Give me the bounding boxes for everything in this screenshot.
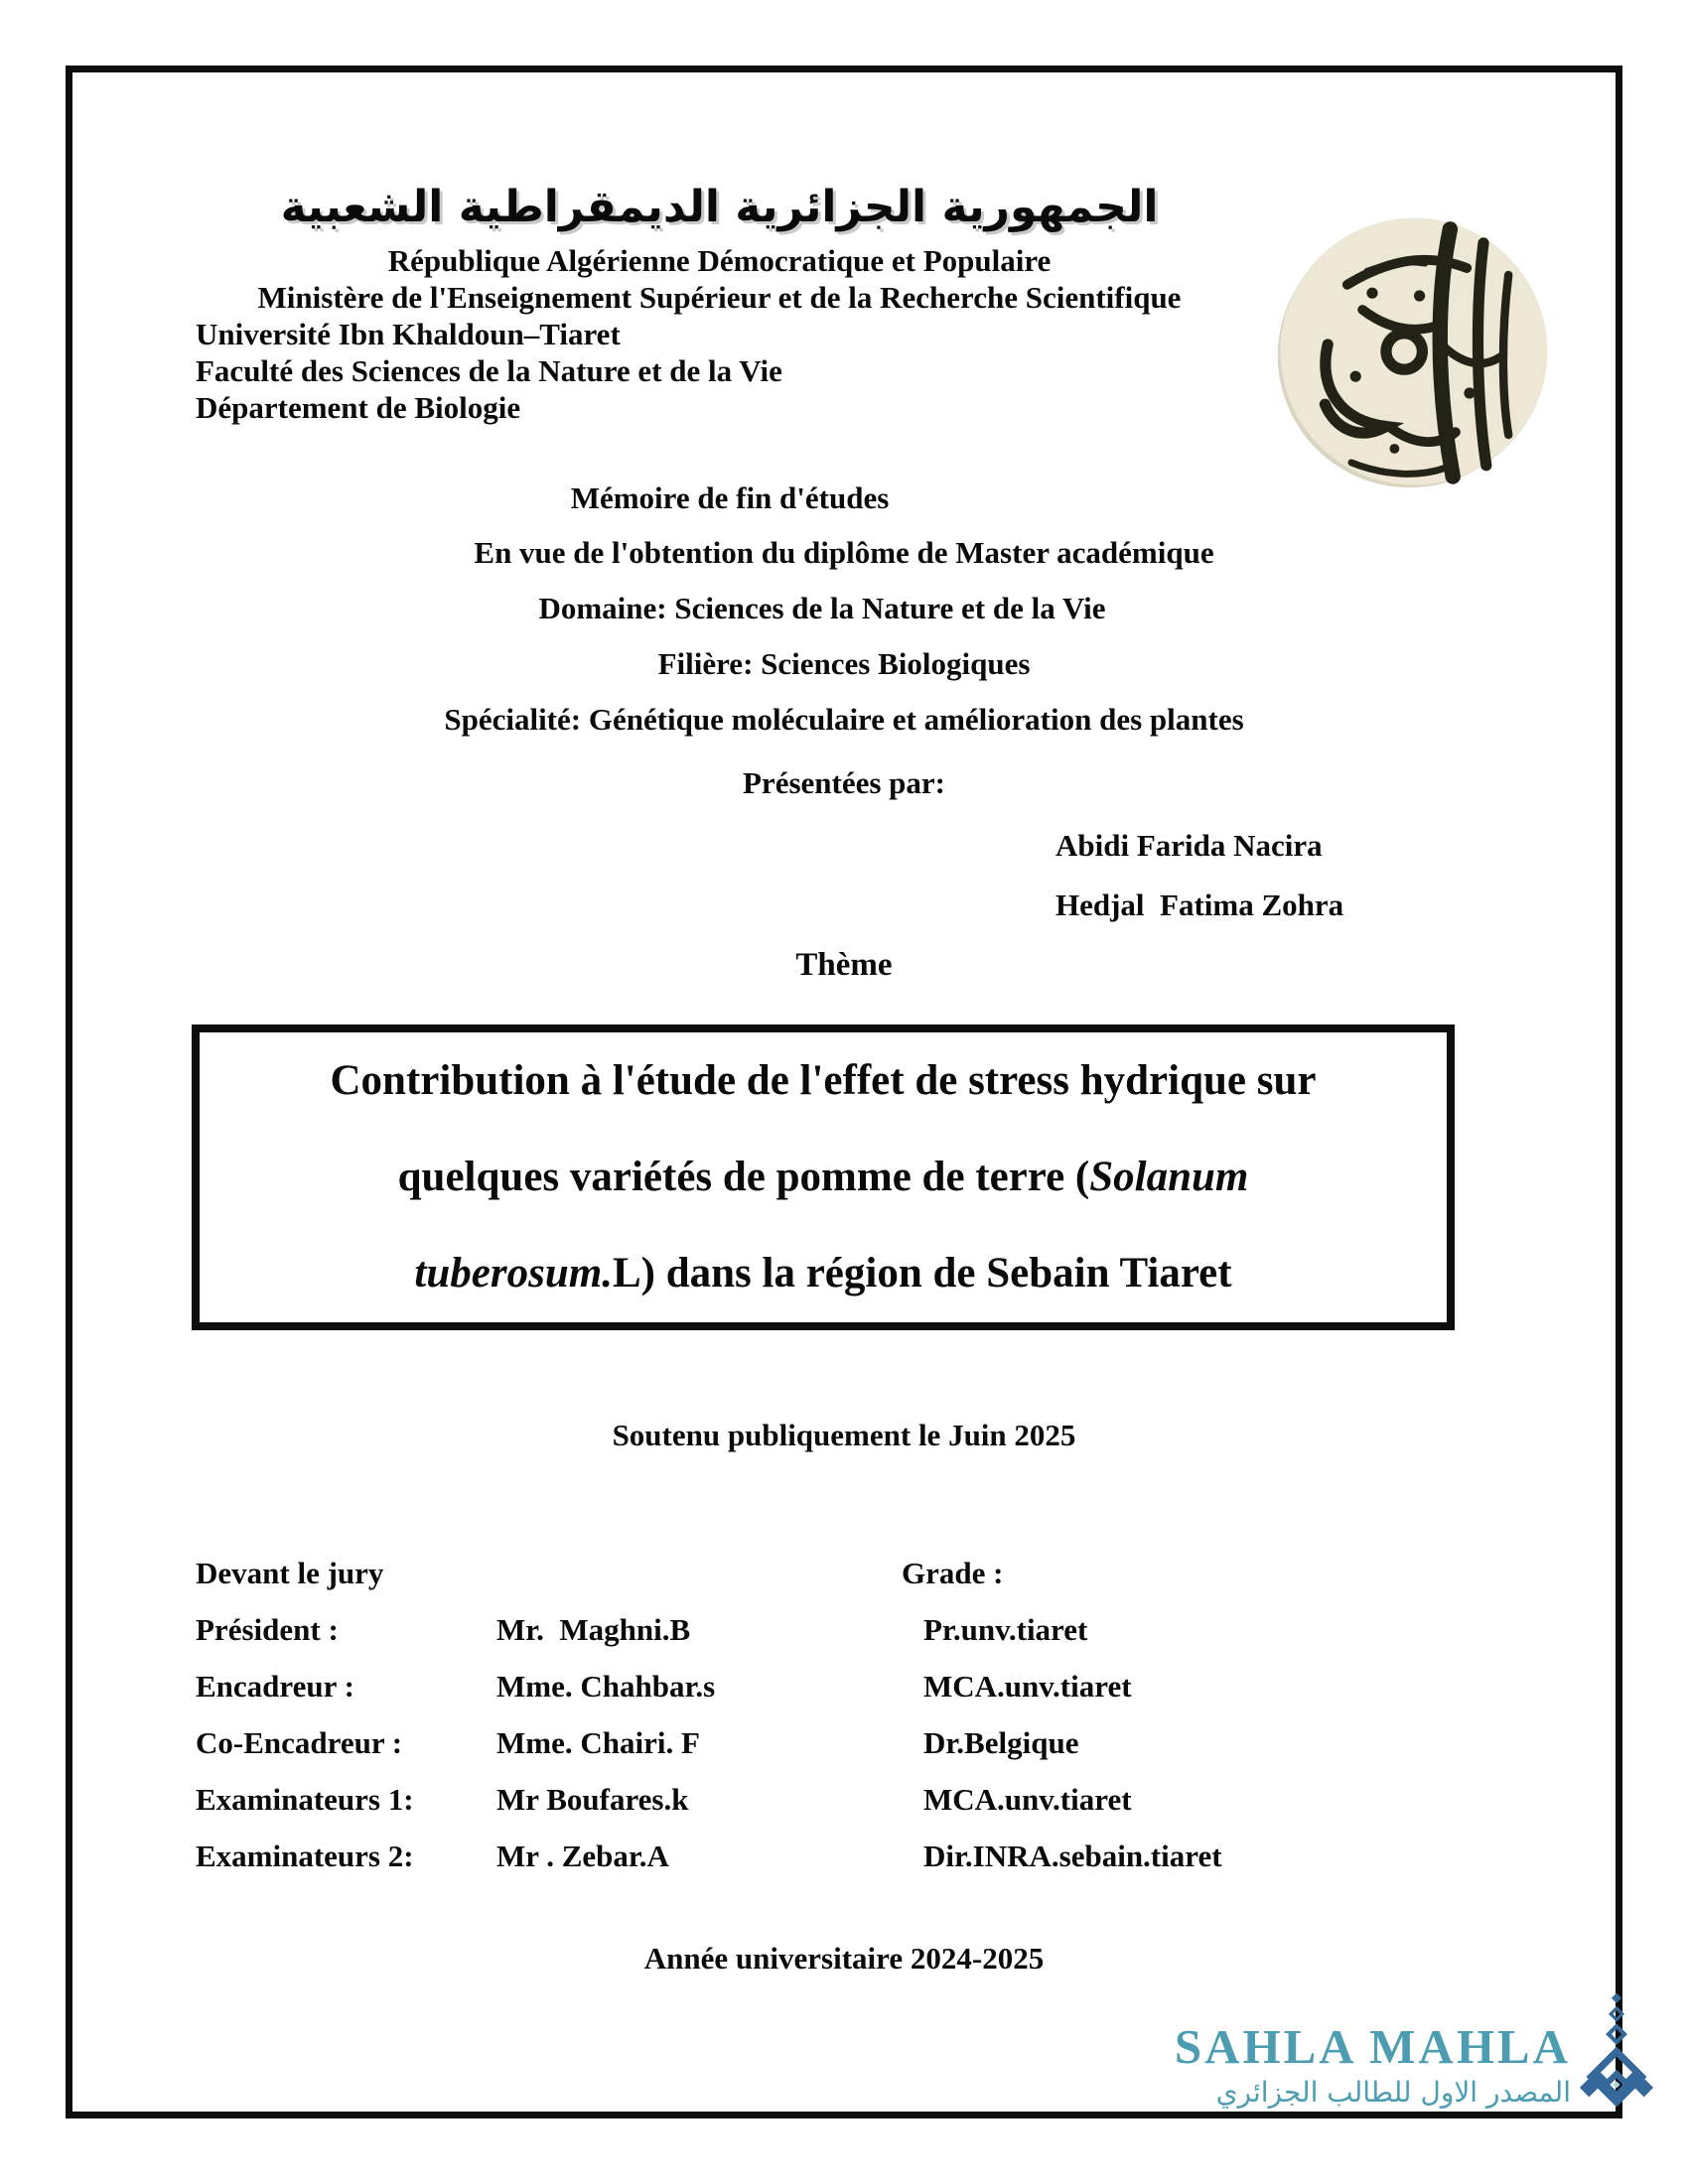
jury-row-examinateur-1 <box>196 1781 1486 1818</box>
jury-grade: Dr.Belgique <box>923 1725 1079 1760</box>
institution-header <box>196 177 1243 426</box>
jury-row-co-encadreur <box>196 1724 1486 1761</box>
jury-header-grade: Grade : <box>902 1556 1004 1590</box>
filiere-line: Filière: Sciences Biologiques <box>657 646 1031 681</box>
sahla-mahla-tagline-arabic: المصدر الاول للطالب الجزائري <box>1215 2076 1571 2109</box>
jury-row-examinateur-2 <box>196 1838 1486 1874</box>
thesis-title-line2: quelques variétés de pomme de terre (Solanum <box>397 1154 1249 1200</box>
domaine-line: Domaine: Sciences de la Nature et de la Vie <box>538 591 1106 625</box>
ministry-line: Ministère de l'Enseignement Supérieur et de la Recherche Scientifique <box>257 280 1182 315</box>
memoire-line: Mémoire de fin d'études <box>570 480 890 515</box>
department-line: Département de Biologie <box>196 390 521 425</box>
academic-year-line: Année universitaire 2024-2025 <box>643 1941 1045 1976</box>
jury-row-president <box>196 1611 1486 1648</box>
jury-member-name: Mr . Zebar.A <box>496 1839 669 1873</box>
republic-line: République Algérienne Démocratique et Populaire <box>387 243 1052 278</box>
jury-row-encadreur <box>196 1668 1486 1705</box>
jury-member-name: Mr Boufares.k <box>496 1782 689 1817</box>
jury-role: Encadreur : <box>196 1669 354 1704</box>
jury-grade: Dir.INRA.sebain.tiaret <box>923 1839 1222 1873</box>
jury-member-name: Mme. Chahbar.s <box>496 1669 716 1704</box>
jury-role: Président : <box>196 1612 339 1647</box>
thesis-title-line1: Contribution à l'étude de l'effet de stress hydrique sur <box>330 1057 1317 1104</box>
jury-grade: Pr.unv.tiaret <box>923 1612 1088 1647</box>
sahla-mahla-kufi-icon <box>1577 1991 1656 2115</box>
author-name-1: Abidi Farida Nacira <box>1055 828 1323 863</box>
jury-member-name: Mr. Maghni.B <box>496 1612 691 1647</box>
jury-grade: MCA.unv.tiaret <box>923 1782 1132 1817</box>
specialite-line: Spécialité: Génétique moléculaire et amélioration des plantes <box>444 702 1244 737</box>
arabic-republic-title: الجمهورية الجزائرية الديمقراطية الشعبية <box>280 182 1159 232</box>
university-seal-icon <box>1274 212 1554 490</box>
presented-by-label: Présentées par: <box>743 765 945 800</box>
jury-role: Co-Encadreur : <box>196 1725 403 1760</box>
theme-label: Thème <box>795 947 893 983</box>
thesis-title-line3: tuberosum.L) dans la région de Sebain Tiaret <box>414 1250 1232 1297</box>
sahla-mahla-brand-text: SAHLA MAHLA <box>1174 2019 1571 2074</box>
faculty-line: Faculté des Sciences de la Nature et de la Vie <box>196 353 782 388</box>
jury-header-left: Devant le jury <box>196 1556 384 1590</box>
jury-grade: MCA.unv.tiaret <box>923 1669 1132 1704</box>
objective-line: En vue de l'obtention du diplôme de Master académique <box>474 535 1214 570</box>
defense-date-line: Soutenu publiquement le Juin 2025 <box>612 1418 1076 1452</box>
jury-member-name: Mme. Chairi. F <box>496 1725 700 1760</box>
thesis-title-box <box>192 1024 1455 1330</box>
jury-header-row <box>196 1555 1486 1591</box>
jury-role: Examinateurs 1: <box>196 1782 414 1817</box>
university-line: Université Ibn Khaldoun–Tiaret <box>196 317 621 351</box>
jury-role: Examinateurs 2: <box>196 1839 414 1873</box>
author-name-2: Hedjal Fatima Zohra <box>1055 887 1344 922</box>
sahla-mahla-watermark <box>1092 2021 1571 2113</box>
